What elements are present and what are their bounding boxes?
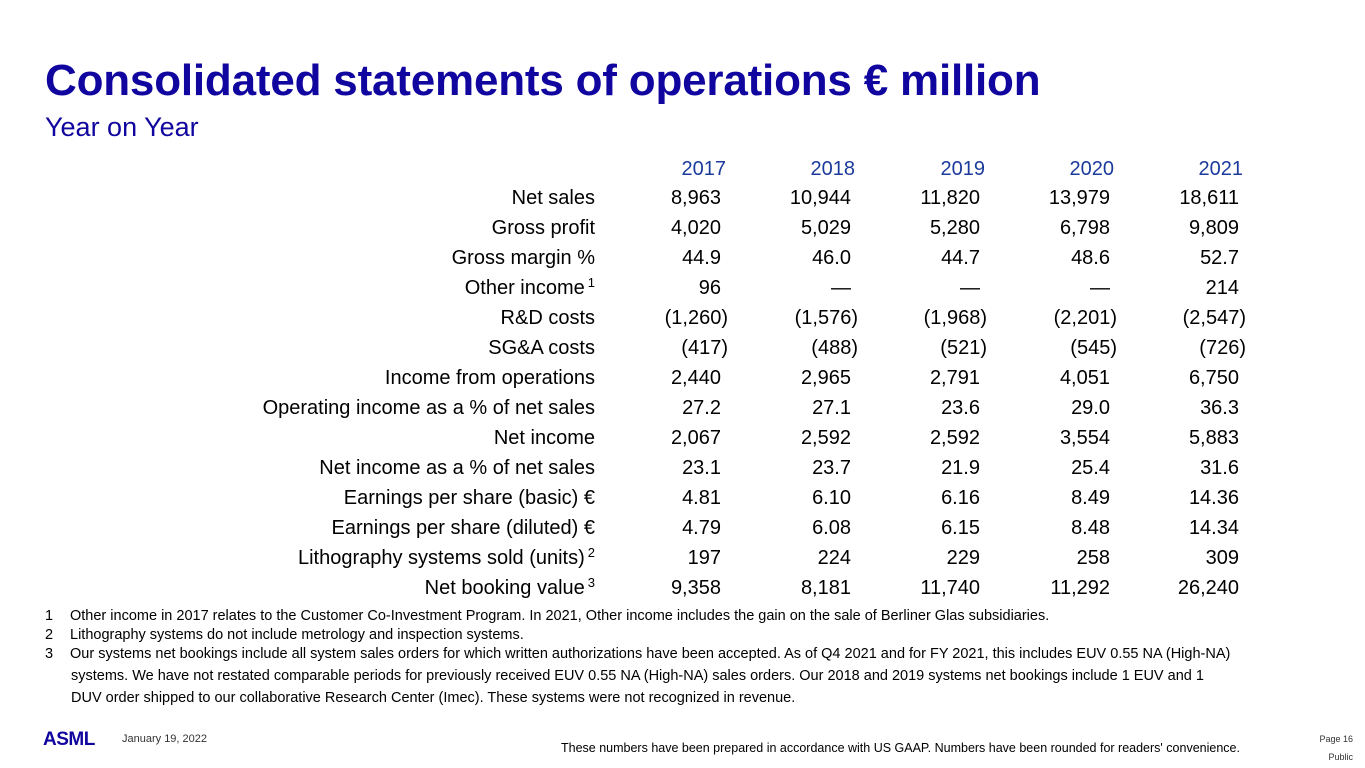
table-cell-2020: 6,798 [1059, 217, 1110, 239]
table-cell-2019: 44.7 [941, 247, 980, 269]
table-row [0, 217, 1365, 247]
table-cell-2020: 25.4 [1071, 457, 1110, 479]
table-cell-2020: 48.6 [1071, 247, 1110, 269]
footnote-number: 3 [45, 646, 54, 662]
table-cell-2020: 4,051 [1059, 367, 1110, 389]
table-cell-2018: 23.7 [812, 457, 851, 479]
table-cell-2018: 8,181 [800, 577, 851, 599]
table-cell-2021: 31.6 [1200, 457, 1239, 479]
row-label [501, 307, 595, 330]
table-cell-2017: 4.81 [682, 487, 721, 509]
table-cell-2020: (2,201) [1053, 307, 1117, 329]
table-row [0, 547, 1365, 577]
table-cell-2017: 27.2 [682, 397, 721, 419]
table-row [0, 487, 1365, 517]
table-cell-2020: 8.49 [1071, 487, 1110, 509]
table-cell-2018: 5,029 [800, 217, 851, 239]
table-cell-2019: (521) [940, 337, 987, 359]
row-label-text: Earnings per share (basic) € [343, 487, 595, 509]
table-row [0, 247, 1365, 277]
table-row [0, 397, 1365, 427]
row-label [385, 367, 595, 390]
table-cell-2017: 96 [698, 277, 721, 299]
row-label [512, 187, 595, 210]
table-cell-2021: 214 [1205, 277, 1239, 299]
table-cell-2019: 6.16 [941, 487, 980, 509]
footnote-marker: 3 [587, 575, 595, 590]
table-cell-2020: (545) [1070, 337, 1117, 359]
year-header-2020: 2020 [1069, 158, 1114, 180]
table-row [0, 367, 1365, 397]
row-label [298, 547, 595, 570]
table-cell-2019: 11,740 [920, 577, 980, 599]
row-label-text: SG&A costs [488, 337, 595, 359]
table-cell-2021: 18,611 [1179, 187, 1239, 209]
table-cell-2017: 8,963 [670, 187, 721, 209]
row-label-text: Earnings per share (diluted) € [331, 517, 595, 539]
footer-date: January 19, 2022 [122, 733, 208, 745]
row-label-text: Other income [464, 277, 585, 299]
table-row [0, 337, 1365, 367]
table-cell-2020: 29.0 [1071, 397, 1110, 419]
row-label-text: Income from operations [384, 367, 595, 389]
year-header-2017: 2017 [681, 158, 726, 180]
table-cell-2017: (417) [681, 337, 728, 359]
table-cell-2021: (2,547) [1182, 307, 1246, 329]
table-row [0, 427, 1365, 457]
table-cell-2019: 2,592 [929, 427, 980, 449]
table-row [0, 517, 1365, 547]
footer-disclaimer: These numbers have been prepared in accordance with US GAAP. Numbers have been rounded for readers' convenience. [561, 741, 1240, 755]
row-label-text: Net income as a % of net sales [319, 457, 595, 479]
table-cell-2021: 36.3 [1200, 397, 1239, 419]
row-label-text: Net sales [511, 187, 595, 209]
table-cell-2019: 23.6 [941, 397, 980, 419]
row-label [452, 247, 595, 270]
table-cell-2018: — [831, 277, 851, 299]
table-cell-2017: 44.9 [682, 247, 721, 269]
table-cell-2020: 8.48 [1071, 517, 1110, 539]
row-label-text: Net income [493, 427, 595, 449]
table-cell-2019: 229 [946, 547, 980, 569]
table-cell-2019: 21.9 [941, 457, 980, 479]
footnote-number: 2 [45, 627, 54, 643]
page-subtitle: Year on Year [45, 112, 199, 142]
table-row [0, 457, 1365, 487]
table-cell-2019: 6.15 [941, 517, 980, 539]
table-cell-2019: (1,968) [923, 307, 987, 329]
year-header-2018: 2018 [810, 158, 855, 180]
row-label [488, 337, 595, 360]
row-label [319, 457, 595, 480]
row-label [344, 487, 595, 510]
table-cell-2020: 11,292 [1050, 577, 1110, 599]
table-cell-2017: 197 [687, 547, 721, 569]
row-label [494, 427, 595, 450]
footnote-text: Lithography systems do not include metrology and inspection systems. [70, 627, 524, 643]
table-cell-2018: 6.10 [812, 487, 851, 509]
row-label-text: Gross margin % [451, 247, 595, 269]
table-cell-2018: (488) [811, 337, 858, 359]
row-label-text: R&D costs [500, 307, 595, 329]
row-label [332, 517, 595, 540]
footnote-marker: 2 [587, 545, 595, 560]
asml-logo [43, 729, 105, 747]
table-cell-2018: (1,576) [794, 307, 858, 329]
row-label-text: Lithography systems sold (units) [297, 547, 585, 569]
table-cell-2021: 9,809 [1188, 217, 1239, 239]
table-cell-2018: 27.1 [812, 397, 851, 419]
table-cell-2017: 23.1 [682, 457, 721, 479]
table-cell-2017: 4.79 [682, 517, 721, 539]
table-row [0, 277, 1365, 307]
table-cell-2017: 4,020 [670, 217, 721, 239]
table-cell-2018: 46.0 [812, 247, 851, 269]
table-cell-2020: 13,979 [1048, 187, 1110, 209]
page-number: Page 16 [1319, 734, 1353, 744]
footnote-text: Other income in 2017 relates to the Customer Co-Investment Program. In 2021, Other income includes the gain on the sale of Berliner Glas subsidiaries. [70, 608, 1050, 624]
footnote-text: Our systems net bookings include all system sales orders for which written authorizations have been accepted. As of Q4 2021 and for FY 2021, this includes EUV 0.55 NA (High-NA) [70, 646, 1231, 662]
footnote-marker: 1 [587, 275, 595, 290]
footnote-3-continuation: DUV order shipped to our collaborative Research Center (Imec). These systems were not recognized in revenue. [71, 690, 796, 706]
table-cell-2018: 10,944 [789, 187, 851, 209]
footnote-3-continuation: systems. We have not restated comparable periods for previously received EUV 0.55 NA (High-NA) sales orders. Our 2018 and 2019 systems net bookings include 1 EUV and 1 [71, 668, 1204, 684]
row-label [425, 577, 595, 600]
table-cell-2021: (726) [1199, 337, 1246, 359]
table-cell-2021: 14.34 [1188, 517, 1239, 539]
table-cell-2019: 11,820 [920, 187, 980, 209]
year-header-2021: 2021 [1198, 158, 1243, 180]
table-row [0, 307, 1365, 337]
row-label-text: Operating income as a % of net sales [262, 397, 595, 419]
table-cell-2017: (1,260) [664, 307, 728, 329]
table-cell-2020: 258 [1076, 547, 1110, 569]
table-cell-2018: 224 [817, 547, 851, 569]
table-cell-2018: 2,592 [800, 427, 851, 449]
table-cell-2021: 5,883 [1188, 427, 1239, 449]
svg-text:ASML: ASML [43, 729, 95, 747]
table-row [0, 577, 1365, 607]
row-label [492, 217, 595, 240]
table-cell-2021: 6,750 [1188, 367, 1239, 389]
table-cell-2017: 2,440 [670, 367, 721, 389]
classification-label: Public [1328, 752, 1353, 762]
table-cell-2018: 6.08 [812, 517, 851, 539]
table-cell-2021: 52.7 [1200, 247, 1239, 269]
table-cell-2021: 26,240 [1177, 577, 1239, 599]
page-title: Consolidated statements of operations € million [45, 56, 1041, 105]
row-label-text: Gross profit [491, 217, 595, 239]
table-cell-2021: 309 [1205, 547, 1239, 569]
table-cell-2019: — [960, 277, 980, 299]
table-cell-2019: 5,280 [929, 217, 980, 239]
table-cell-2018: 2,965 [800, 367, 851, 389]
footnote-number: 1 [45, 608, 54, 624]
table-row [0, 187, 1365, 217]
table-cell-2020: — [1090, 277, 1110, 299]
table-cell-2020: 3,554 [1059, 427, 1110, 449]
table-cell-2017: 9,358 [670, 577, 721, 599]
table-cell-2017: 2,067 [670, 427, 721, 449]
row-label [263, 397, 595, 420]
row-label [465, 277, 595, 300]
row-label-text: Net booking value [424, 577, 585, 599]
year-header-2019: 2019 [940, 158, 985, 180]
table-cell-2021: 14.36 [1188, 487, 1239, 509]
table-cell-2019: 2,791 [929, 367, 980, 389]
